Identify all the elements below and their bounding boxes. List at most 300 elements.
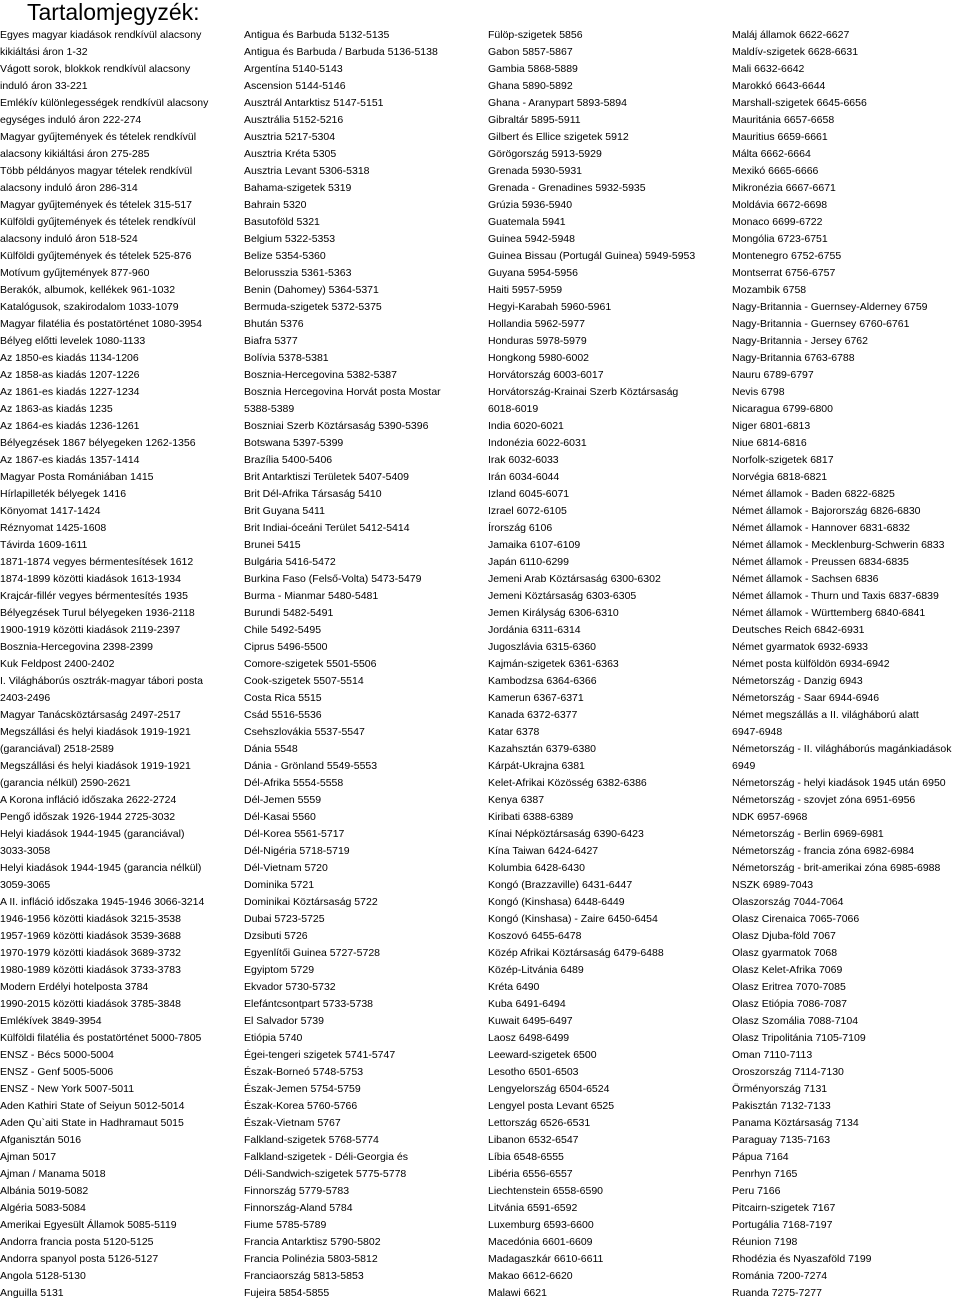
toc-entry: Libéria 6556-6557 (488, 1168, 573, 1180)
toc-entry: Réunion 7198 (732, 1236, 798, 1248)
toc-entry: Montserrat 6756-6757 (732, 267, 836, 279)
toc-entry: Nagy-Britannia - Guernsey 6760-6761 (732, 318, 910, 330)
toc-entry: NDK 6957-6968 (732, 811, 808, 823)
toc-entry: Dzsibuti 5726 (244, 930, 308, 942)
toc-entry: Botswana 5397-5399 (244, 437, 344, 449)
toc-entry: Fülöp-szigetek 5856 (488, 29, 583, 41)
toc-entry: Jemeni Köztársaság 6303-6305 (488, 590, 637, 602)
toc-entry: El Salvador 5739 (244, 1015, 324, 1027)
toc-entry: Német államok - Hannover 6831-6832 (732, 522, 911, 534)
toc-entry: Afganisztán 5016 (0, 1134, 82, 1146)
toc-entry: Ghana - Aranypart 5893-5894 (488, 97, 627, 109)
toc-entry: Olasz Djuba-föld 7067 (732, 930, 836, 942)
toc-entry: Közép Afrikai Köztársaság 6479-6488 (488, 947, 664, 959)
toc-entry: Ghana 5890-5892 (488, 80, 573, 92)
toc-entry: Katalógusok, szakirodalom 1033-1079 (0, 301, 179, 313)
toc-entry: Német államok - Thurn und Taxis 6837-6839 (732, 590, 939, 602)
toc-entry: Belgium 5322-5353 (244, 233, 336, 245)
toc-entry: Lengyel posta Levant 6525 (488, 1100, 615, 1112)
toc-entry: Chile 5492-5495 (244, 624, 322, 636)
toc-entry: Észak-Vietnam 5767 (244, 1117, 341, 1129)
toc-entry: Krajcár-fillér vegyes bérmentesítés 1935 (0, 590, 188, 602)
toc-entry: Grenada - Grenadines 5932-5935 (488, 182, 646, 194)
toc-entry: Ausztria Kréta 5305 (244, 148, 337, 160)
toc-entry: Litvánia 6591-6592 (488, 1202, 578, 1214)
toc-entry: Jamaika 6107-6109 (488, 539, 581, 551)
toc-entry: Bhután 5376 (244, 318, 304, 330)
toc-entry: Jemeni Arab Köztársaság 6300-6302 (488, 573, 661, 585)
toc-entry: Az 1867-es kiadás 1357-1414 (0, 454, 140, 466)
toc-entry: Románia 7200-7274 (732, 1270, 828, 1282)
toc-entry: Ascension 5144-5146 (244, 80, 346, 92)
toc-entry: Málta 6662-6664 (732, 148, 811, 160)
toc-entry: Az 1858-as kiadás 1207-1226 (0, 369, 140, 381)
toc-entry: Dél-Jemen 5559 (244, 794, 322, 806)
toc-entry: Norfolk-szigetek 6817 (732, 454, 834, 466)
toc-entry: Nicaragua 6799-6800 (732, 403, 833, 415)
toc-entry: Comore-szigetek 5501-5506 (244, 658, 377, 670)
toc-entry: Malawi 6621 (488, 1287, 547, 1299)
toc-entry: Dél-Vietnam 5720 (244, 862, 328, 874)
toc-entry: Magyar gyűjtemények és tételek 315-517 (0, 199, 193, 211)
toc-entry: Bosznia-Hercegovina 5382-5387 (244, 369, 397, 381)
toc-entry: Finnország 5779-5783 (244, 1185, 350, 1197)
toc-entry: Gabon 5857-5867 (488, 46, 573, 58)
toc-entry: alacsony induló áron 518-524 (0, 233, 138, 245)
toc-entry: Norvégia 6818-6821 (732, 471, 828, 483)
toc-entry: Az 1863-as kiadás 1235 (0, 403, 113, 415)
toc-entry: 5388-5389 (244, 403, 295, 415)
toc-entry: Ruanda 7275-7277 (732, 1287, 822, 1299)
toc-entry: Bermuda-szigetek 5372-5375 (244, 301, 382, 313)
toc-entry: Nauru 6789-6797 (732, 369, 814, 381)
toc-entry: Németország - Saar 6944-6946 (732, 692, 880, 704)
toc-entry: Katar 6378 (488, 726, 540, 738)
toc-entry: Hollandia 5962-5977 (488, 318, 585, 330)
toc-entry: Oman 7110-7113 (732, 1049, 813, 1061)
toc-entry: Líbia 6548-6555 (488, 1151, 564, 1163)
toc-entry: Kanada 6372-6377 (488, 709, 578, 721)
toc-entry: alacsony kikiáltási áron 275-285 (0, 148, 150, 160)
toc-entry: Bulgária 5416-5472 (244, 556, 336, 568)
toc-entry: Bosznia Hercegovina Horvát posta Mostar (244, 386, 441, 398)
toc-entry: Anguilla 5131 (0, 1287, 64, 1299)
toc-entry: Ausztrália 5152-5216 (244, 114, 344, 126)
toc-entry: Gibraltár 5895-5911 (488, 114, 581, 126)
toc-entry: Fujeira 5854-5855 (244, 1287, 330, 1299)
toc-entry: Kuba 6491-6494 (488, 998, 566, 1010)
toc-entry: Észak-Borneó 5748-5753 (244, 1066, 364, 1078)
toc-entry: NSZK 6989-7043 (732, 879, 814, 891)
toc-entry: Niue 6814-6816 (732, 437, 807, 449)
toc-entry: Laosz 6498-6499 (488, 1032, 570, 1044)
toc-entry: Dominika 5721 (244, 879, 315, 891)
toc-entry: Argentína 5140-5143 (244, 63, 343, 75)
toc-entry: ENSZ - Bécs 5000-5004 (0, 1049, 114, 1061)
toc-entry: Német államok - Mecklenburg-Schwerin 6833 (732, 539, 945, 551)
toc-entry: Távirda 1609-1611 (0, 539, 88, 551)
toc-entry: Dubai 5723-5725 (244, 913, 325, 925)
toc-entry: Panama Köztársaság 7134 (732, 1117, 859, 1129)
toc-entry: Bélyegzések 1867 bélyegeken 1262-1356 (0, 437, 196, 449)
toc-entry: Hongkong 5980-6002 (488, 352, 590, 364)
toc-entry: Német államok - Württemberg 6840-6841 (732, 607, 926, 619)
toc-entry: Égei-tengeri szigetek 5741-5747 (244, 1049, 396, 1061)
toc-entry: Olasz Szomália 7088-7104 (732, 1015, 859, 1027)
toc-entry: Belize 5354-5360 (244, 250, 326, 262)
toc-entry: Grúzia 5936-5940 (488, 199, 573, 211)
toc-entry: Aden Kathiri State of Seiyun 5012-5014 (0, 1100, 185, 1112)
toc-entry: egységes induló áron 222-274 (0, 114, 142, 126)
toc-entry: Kréta 6490 (488, 981, 540, 993)
toc-entry: 6018-6019 (488, 403, 539, 415)
toc-entry: 1970-1979 közötti kiadások 3689-3732 (0, 947, 181, 959)
toc-entry: Brit Dél-Afrika Társaság 5410 (244, 488, 382, 500)
toc-entry: Pápua 7164 (732, 1151, 789, 1163)
toc-entry: 1957-1969 közötti kiadások 3539-3688 (0, 930, 181, 942)
toc-entry: Burma - Mianmar 5480-5481 (244, 590, 379, 602)
toc-entry: Német megszállás a II. világháború alatt (732, 709, 919, 721)
toc-entry: 1874-1899 közötti kiadások 1613-1934 (0, 573, 181, 585)
toc-entry: Francia Polinézia 5803-5812 (244, 1253, 378, 1265)
toc-entry: Guatemala 5941 (488, 216, 566, 228)
toc-entry: Az 1861-es kiadás 1227-1234 (0, 386, 140, 398)
toc-entry: Dél-Nigéria 5718-5719 (244, 845, 350, 857)
toc-entry: Brazília 5400-5406 (244, 454, 333, 466)
toc-entry: Kongó (Brazzaville) 6431-6447 (488, 879, 633, 891)
toc-entry: Guyana 5954-5956 (488, 267, 578, 279)
toc-entry: Boszniai Szerb Köztársaság 5390-5396 (244, 420, 429, 432)
toc-entry: Irán 6034-6044 (488, 471, 560, 483)
toc-entry: Angola 5128-5130 (0, 1270, 86, 1282)
toc-entry: 3059-3065 (0, 879, 51, 891)
toc-entry: Haiti 5957-5959 (488, 284, 563, 296)
toc-entry: Kenya 6387 (488, 794, 545, 806)
toc-entry: Egyiptom 5729 (244, 964, 315, 976)
toc-entry: Kambodzsa 6364-6366 (488, 675, 597, 687)
toc-entry: Külföldi gyűjtemények és tételek 525-876 (0, 250, 192, 262)
toc-entry: Niger 6801-6813 (732, 420, 811, 432)
toc-entry: Németország - brit-amerikai zóna 6985-6988 (732, 862, 941, 874)
toc-entry: I. Világháborús osztrák-magyar tábori posta (0, 675, 203, 687)
toc-entry: Bahrain 5320 (244, 199, 307, 211)
toc-entry: Csád 5516-5536 (244, 709, 322, 721)
toc-entry: Olasz gyarmatok 7068 (732, 947, 838, 959)
toc-entry: Mikronézia 6667-6671 (732, 182, 836, 194)
toc-entry: Horvátország-Krainai Szerb Köztársaság (488, 386, 679, 398)
toc-entry: Németország - francia zóna 6982-6984 (732, 845, 915, 857)
toc-entry: Jemen Királyság 6306-6310 (488, 607, 619, 619)
toc-entry: Németország - Danzig 6943 (732, 675, 863, 687)
toc-entry: Benin (Dahomey) 5364-5371 (244, 284, 379, 296)
toc-entry: Rhodézia és Nyaszaföld 7199 (732, 1253, 872, 1265)
toc-entry: Magyar gyűjtemények és tételek rendkívül (0, 131, 197, 143)
toc-entry: Egyes magyar kiadások rendkívül alacsony (0, 29, 202, 41)
toc-entry: Bahama-szigetek 5319 (244, 182, 352, 194)
toc-entry: Német gyarmatok 6932-6933 (732, 641, 868, 653)
toc-entry: Kárpát-Ukrajna 6381 (488, 760, 585, 772)
toc-entry: Olasz Etiópia 7086-7087 (732, 998, 847, 1010)
toc-entry: Magyar filatélia és postatörténet 1080-3954 (0, 318, 202, 330)
toc-entry: Ekvador 5730-5732 (244, 981, 336, 993)
toc-entry: Olasz Tripolitánia 7105-7109 (732, 1032, 866, 1044)
toc-entry: Dél-Kasai 5560 (244, 811, 316, 823)
toc-entry: Amerikai Egyesült Államok 5085-5119 (0, 1219, 177, 1231)
toc-entry: Réznyomat 1425-1608 (0, 522, 107, 534)
toc-entry: Francia Antarktisz 5790-5802 (244, 1236, 381, 1248)
toc-entry: 6949 (732, 760, 756, 772)
toc-entry: Biafra 5377 (244, 335, 298, 347)
toc-entry: Mozambik 6758 (732, 284, 807, 296)
toc-entry: Brit Antarktiszi Területek 5407-5409 (244, 471, 409, 483)
toc-entry: Cook-szigetek 5507-5514 (244, 675, 364, 687)
toc-entry: Nagy-Britannia - Guernsey-Alderney 6759 (732, 301, 928, 313)
toc-entry: Kamerun 6367-6371 (488, 692, 584, 704)
toc-column-2 (244, 27, 482, 1302)
toc-entry: Külföldi filatélia és postatörténet 5000-7805 (0, 1032, 202, 1044)
toc-entry: Macedónia 6601-6609 (488, 1236, 593, 1248)
toc-entry: Német posta külföldön 6934-6942 (732, 658, 890, 670)
toc-entry: Marshall-szigetek 6645-6656 (732, 97, 867, 109)
toc-entry: Dél-Afrika 5554-5558 (244, 777, 344, 789)
toc-entry: 1990-2015 közötti kiadások 3785-3848 (0, 998, 181, 1010)
toc-entry: Penrhyn 7165 (732, 1168, 798, 1180)
toc-entry: Maldív-szigetek 6628-6631 (732, 46, 859, 58)
toc-entry: Olasz Cirenaica 7065-7066 (732, 913, 860, 925)
toc-entry: Helyi kiadások 1944-1945 (garanciával) (0, 828, 185, 840)
toc-entry: Kelet-Afrikai Közösség 6382-6386 (488, 777, 647, 789)
toc-entry: Dánia 5548 (244, 743, 298, 755)
toc-entry: induló áron 33-221 (0, 80, 88, 92)
toc-entry: Moldávia 6672-6698 (732, 199, 828, 211)
toc-entry: Monaco 6699-6722 (732, 216, 823, 228)
toc-entry: Burkina Faso (Felső-Volta) 5473-5479 (244, 573, 422, 585)
toc-entry: Franciaország 5813-5853 (244, 1270, 364, 1282)
page-title: Tartalomjegyzék: (27, 0, 200, 25)
toc-entry: Magyar Tanácsköztársaság 2497-2517 (0, 709, 181, 721)
toc-entry: Honduras 5978-5979 (488, 335, 587, 347)
toc-entry: Guinea 5942-5948 (488, 233, 575, 245)
toc-entry: Kazahsztán 6379-6380 (488, 743, 596, 755)
toc-entry: Ausztria 5217-5304 (244, 131, 336, 143)
toc-entry: Albánia 5019-5082 (0, 1185, 89, 1197)
toc-entry: Vágott sorok, blokkok rendkívül alacsony (0, 63, 191, 75)
toc-entry: Falkland-szigetek 5768-5774 (244, 1134, 379, 1146)
toc-entry: ENSZ - Genf 5005-5006 (0, 1066, 114, 1078)
toc-entry: Brit Guyana 5411 (244, 505, 325, 517)
toc-entry: Kína Taiwan 6424-6427 (488, 845, 599, 857)
toc-entry: Luxemburg 6593-6600 (488, 1219, 594, 1231)
toc-entry: Algéria 5083-5084 (0, 1202, 86, 1214)
toc-entry: Pitcairn-szigetek 7167 (732, 1202, 836, 1214)
toc-entry: Burundi 5482-5491 (244, 607, 334, 619)
toc-entry: Az 1850-es kiadás 1134-1206 (0, 352, 139, 364)
toc-entry: Paraguay 7135-7163 (732, 1134, 831, 1146)
toc-entry: Hírlapilleték bélyegek 1416 (0, 488, 127, 500)
toc-entry: Nagy-Britannia - Jersey 6762 (732, 335, 868, 347)
toc-entry: Madagaszkár 6610-6611 (488, 1253, 604, 1265)
toc-entry: Helyi kiadások 1944-1945 (garancia nélkül) (0, 862, 202, 874)
toc-entry: Ausztria Levant 5306-5318 (244, 165, 370, 177)
toc-entry: Megszállási és helyi kiadások 1919-1921 (0, 760, 191, 772)
toc-entry: 1900-1919 közötti kiadások 2119-2397 (0, 624, 181, 636)
toc-entry: Pakisztán 7132-7133 (732, 1100, 831, 1112)
toc-entry: Német államok - Bajorország 6826-6830 (732, 505, 921, 517)
toc-entry: Ajman / Manama 5018 (0, 1168, 106, 1180)
toc-entry: Hegyi-Karabah 5960-5961 (488, 301, 612, 313)
toc-entry: 1946-1956 közötti kiadások 3215-3538 (0, 913, 181, 925)
toc-entry: alacsony induló áron 286-314 (0, 182, 138, 194)
toc-entry: Dél-Korea 5561-5717 (244, 828, 345, 840)
toc-entry: Észak-Korea 5760-5766 (244, 1100, 358, 1112)
toc-entry: Kínai Népköztársaság 6390-6423 (488, 828, 644, 840)
toc-entry: Oroszország 7114-7130 (732, 1066, 844, 1078)
toc-entry: Mongólia 6723-6751 (732, 233, 828, 245)
toc-entry: Bolívia 5378-5381 (244, 352, 329, 364)
toc-entry: Dánia - Grönland 5549-5553 (244, 760, 378, 772)
toc-entry: 1871-1874 vegyes bérmentesítések 1612 (0, 556, 194, 568)
toc-entry: Gambia 5868-5889 (488, 63, 578, 75)
toc-entry: Costa Rica 5515 (244, 692, 322, 704)
toc-entry: 1980-1989 közötti kiadások 3733-3783 (0, 964, 181, 976)
toc-entry: A Korona infláció időszaka 2622-2724 (0, 794, 177, 806)
toc-entry: Liechtenstein 6558-6590 (488, 1185, 604, 1197)
toc-entry: Guinea Bissau (Portugál Guinea) 5949-5953 (488, 250, 696, 262)
toc-entry: Könyomat 1417-1424 (0, 505, 101, 517)
toc-entry: 2403-2496 (0, 692, 51, 704)
toc-entry: Elefántcsontpart 5733-5738 (244, 998, 374, 1010)
toc-entry: Marokkó 6643-6644 (732, 80, 826, 92)
toc-entry: Fiume 5785-5789 (244, 1219, 327, 1231)
toc-entry: (garanciával) 2518-2589 (0, 743, 114, 755)
toc-entry: Gilbert és Ellice szigetek 5912 (488, 131, 629, 143)
toc-entry: Mauritánia 6657-6658 (732, 114, 835, 126)
toc-entry: Maláj államok 6622-6627 (732, 29, 850, 41)
toc-entry: Déli-Sandwich-szigetek 5775-5778 (244, 1168, 407, 1180)
toc-entry: Kajmán-szigetek 6361-6363 (488, 658, 619, 670)
toc-entry: Belorusszia 5361-5363 (244, 267, 352, 279)
toc-entry: Aden Qu`aiti State in Hadhramaut 5015 (0, 1117, 184, 1129)
toc-entry: Izland 6045-6071 (488, 488, 570, 500)
toc-entry: Andorra spanyol posta 5126-5127 (0, 1253, 159, 1265)
toc-entry: Finnország-Aland 5784 (244, 1202, 353, 1214)
toc-entry: Libanon 6532-6547 (488, 1134, 579, 1146)
toc-entry: Dominikai Köztársaság 5722 (244, 896, 378, 908)
toc-entry: Több példányos magyar tételek rendkívül (0, 165, 193, 177)
toc-entry: Motívum gyűjtemények 877-960 (0, 267, 150, 279)
toc-entry: Németország - szovjet zóna 6951-6956 (732, 794, 916, 806)
toc-entry: Kuwait 6495-6497 (488, 1015, 573, 1027)
toc-column-3 (488, 27, 728, 1302)
toc-entry: Olasz Eritrea 7070-7085 (732, 981, 846, 993)
toc-entry: Csehszlovákia 5537-5547 (244, 726, 365, 738)
toc-entry: ENSZ - New York 5007-5011 (0, 1083, 135, 1095)
toc-entry: Németország - helyi kiadások 1945 után 6950 (732, 777, 946, 789)
toc-entry: Németország - Berlin 6969-6981 (732, 828, 884, 840)
toc-entry: Olaszország 7044-7064 (732, 896, 844, 908)
toc-entry: Örményország 7131 (732, 1083, 828, 1095)
toc-entry: India 6020-6021 (488, 420, 564, 432)
toc-entry: Kiribati 6388-6389 (488, 811, 574, 823)
toc-entry: Brunei 5415 (244, 539, 301, 551)
toc-entry: Írország 6106 (488, 522, 553, 534)
toc-entry: Indonézia 6022-6031 (488, 437, 587, 449)
toc-entry: Ausztrál Antarktisz 5147-5151 (244, 97, 384, 109)
toc-entry: (garancia nélkül) 2590-2621 (0, 777, 131, 789)
toc-entry: A II. infláció időszaka 1945-1946 3066-3214 (0, 896, 205, 908)
toc-entry: Külföldi gyűjtemények és tételek rendkívül (0, 216, 196, 228)
toc-entry: Német államok - Preussen 6834-6835 (732, 556, 909, 568)
toc-entry: Mauritius 6659-6661 (732, 131, 828, 143)
toc-entry: Lettország 6526-6531 (488, 1117, 591, 1129)
toc-entry: Emlékívek 3849-3954 (0, 1015, 102, 1027)
toc-entry: Magyar Posta Romániában 1415 (0, 471, 154, 483)
toc-entry: Kolumbia 6428-6430 (488, 862, 585, 874)
toc-entry: Pengő időszak 1926-1944 2725-3032 (0, 811, 176, 823)
toc-entry: Mexikó 6665-6666 (732, 165, 819, 177)
toc-entry: Kongó (Kinshasa) - Zaire 6450-6454 (488, 913, 658, 925)
toc-column-1 (0, 27, 238, 1302)
toc-entry: Németország - II. világháborús magánkiadások (732, 743, 952, 755)
toc-entry: Nagy-Britannia 6763-6788 (732, 352, 855, 364)
toc-entry: Egyenlítői Guinea 5727-5728 (244, 947, 381, 959)
toc-entry: Grenada 5930-5931 (488, 165, 582, 177)
toc-entry: Leeward-szigetek 6500 (488, 1049, 597, 1061)
toc-entry: Berakók, albumok, kellékek 961-1032 (0, 284, 176, 296)
toc-entry: Falkland-szigetek - Déli-Georgia és (244, 1151, 408, 1163)
toc-entry: Japán 6110-6299 (488, 556, 569, 568)
toc-entry: Kongó (Kinshasa) 6448-6449 (488, 896, 625, 908)
toc-entry: Irak 6032-6033 (488, 454, 559, 466)
toc-entry: 6947-6948 (732, 726, 783, 738)
toc-entry: Brit Indiai-óceáni Terület 5412-5414 (244, 522, 410, 534)
toc-entry: Modern Erdélyi hotelposta 3784 (0, 981, 149, 993)
toc-entry: Etiópia 5740 (244, 1032, 303, 1044)
toc-entry: Deutsches Reich 6842-6931 (732, 624, 865, 636)
toc-entry: 3033-3058 (0, 845, 51, 857)
toc-entry: Emlékív különlegességek rendkívül alacsony (0, 97, 209, 109)
toc-entry: Basutoföld 5321 (244, 216, 320, 228)
toc-entry: Az 1864-es kiadás 1236-1261 (0, 420, 140, 432)
toc-entry: Koszovó 6455-6478 (488, 930, 582, 942)
toc-entry: Mali 6632-6642 (732, 63, 805, 75)
toc-entry: Lesotho 6501-6503 (488, 1066, 579, 1078)
toc-entry: Közép-Litvánia 6489 (488, 964, 584, 976)
toc-entry: Jordánia 6311-6314 (488, 624, 581, 636)
toc-entry: Peru 7166 (732, 1185, 781, 1197)
toc-entry: Nevis 6798 (732, 386, 785, 398)
toc-entry: Montenegro 6752-6755 (732, 250, 842, 262)
toc-entry: kikiáltási áron 1-32 (0, 46, 88, 58)
toc-entry: Andorra francia posta 5120-5125 (0, 1236, 154, 1248)
toc-entry: Észak-Jemen 5754-5759 (244, 1083, 361, 1095)
toc-entry: Antigua és Barbuda / Barbuda 5136-5138 (244, 46, 438, 58)
toc-entry: Olasz Kelet-Afrika 7069 (732, 964, 843, 976)
toc-entry: Bosznia-Hercegovina 2398-2399 (0, 641, 153, 653)
toc-entry: Lengyelország 6504-6524 (488, 1083, 610, 1095)
toc-entry: Antigua és Barbuda 5132-5135 (244, 29, 390, 41)
toc-entry: Megszállási és helyi kiadások 1919-1921 (0, 726, 191, 738)
toc-entry: Bélyegzések Turul bélyegeken 1936-2118 (0, 607, 195, 619)
toc-entry: Izrael 6072-6105 (488, 505, 567, 517)
toc-entry: Ajman 5017 (0, 1151, 57, 1163)
toc-entry: Bélyeg előtti levelek 1080-1133 (0, 335, 146, 347)
toc-column-4 (732, 27, 960, 1302)
toc-entry: Jugoszlávia 6315-6360 (488, 641, 596, 653)
toc-entry: Horvátország 6003-6017 (488, 369, 604, 381)
toc-entry: Német államok - Sachsen 6836 (732, 573, 879, 585)
toc-entry: Ciprus 5496-5500 (244, 641, 328, 653)
